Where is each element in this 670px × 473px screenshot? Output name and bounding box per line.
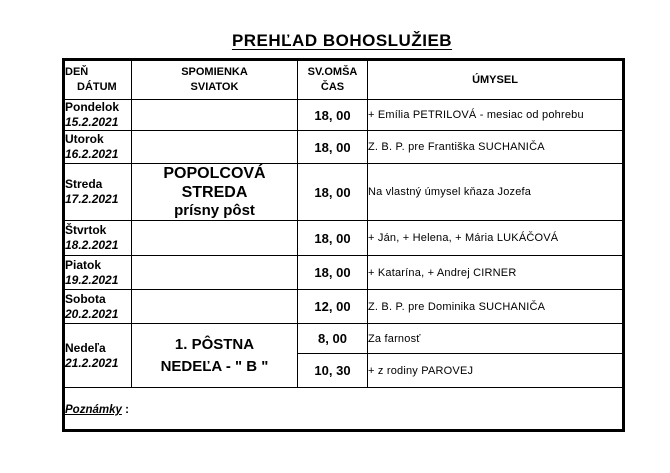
header-intention-label: ÚMYSEL bbox=[472, 73, 518, 86]
time-cell: 8, 00 bbox=[298, 324, 368, 354]
feast-cell bbox=[132, 324, 298, 388]
header-feast-line1: SPOMIENKA bbox=[181, 66, 248, 79]
intention-cell: + Emília PETRILOVÁ - mesiac od pohrebu bbox=[368, 100, 624, 131]
feast-cell bbox=[132, 290, 298, 324]
table-row bbox=[64, 221, 624, 256]
intention-cell: Za farnosť bbox=[368, 324, 624, 354]
notes-row bbox=[64, 388, 624, 431]
day-date: 18.2.2021 bbox=[65, 238, 119, 253]
time-cell: 12, 00 bbox=[298, 290, 368, 324]
day-cell bbox=[64, 324, 132, 388]
time-cell: 18, 00 bbox=[298, 164, 368, 221]
header-day-date bbox=[64, 60, 132, 100]
time-cell: 10, 30 bbox=[298, 354, 368, 388]
title-wrap bbox=[62, 31, 622, 51]
day-name: Pondelok bbox=[65, 100, 120, 114]
feast-name-line2: NEDEĽA - " B " bbox=[160, 357, 269, 375]
day-name: Nedeľa bbox=[65, 340, 106, 355]
header-intention bbox=[368, 60, 624, 100]
notes-colon: : bbox=[121, 403, 129, 416]
feast-cell bbox=[132, 131, 298, 164]
header-feast bbox=[132, 60, 298, 100]
feast-cell bbox=[132, 256, 298, 290]
day-name: Utorok bbox=[65, 132, 104, 146]
intention-cell: + Ján, + Helena, + Mária LUKÁČOVÁ bbox=[368, 221, 624, 256]
day-cell bbox=[64, 164, 132, 221]
feast-cell bbox=[132, 164, 298, 221]
header-date-label: DÁTUM bbox=[77, 81, 117, 93]
intention-cell: Na vlastný úmysel kňaza Jozefa bbox=[368, 164, 624, 221]
feast-cell bbox=[132, 221, 298, 256]
intention-cell: + z rodiny PAROVEJ bbox=[368, 354, 624, 388]
table-row bbox=[64, 164, 624, 221]
day-cell bbox=[64, 221, 132, 256]
day-date: 16.2.2021 bbox=[65, 147, 119, 161]
day-name: Piatok bbox=[65, 257, 102, 272]
schedule-table bbox=[62, 58, 625, 432]
header-day-label: DEŇ bbox=[65, 66, 89, 79]
day-cell bbox=[64, 256, 132, 290]
table-row bbox=[64, 324, 624, 354]
time-cell: 18, 00 bbox=[298, 131, 368, 164]
header-mass-line1: SV.OMŠA bbox=[307, 66, 358, 79]
day-date: 17.2.2021 bbox=[65, 192, 119, 207]
header-mass-line2: ČAS bbox=[320, 81, 345, 93]
intention-cell: Z. B. P. pre Dominika SUCHANIČA bbox=[368, 290, 624, 324]
notes-cell bbox=[64, 388, 624, 431]
day-date: 19.2.2021 bbox=[65, 272, 119, 287]
day-date: 15.2.2021 bbox=[65, 115, 119, 129]
table-row bbox=[64, 131, 624, 164]
table-row bbox=[64, 290, 624, 324]
day-date: 21.2.2021 bbox=[65, 355, 119, 370]
intention-cell: + Katarína, + Andrej CIRNER bbox=[368, 256, 624, 290]
header-feast-line2: SVIATOK bbox=[190, 81, 239, 93]
feast-cell bbox=[132, 100, 298, 131]
feast-note: prísny pôst bbox=[174, 202, 255, 220]
day-date: 20.2.2021 bbox=[65, 306, 119, 321]
day-cell bbox=[64, 100, 132, 131]
day-cell bbox=[64, 131, 132, 164]
table-row bbox=[64, 256, 624, 290]
feast-name-line1: 1. PÔSTNA bbox=[174, 336, 255, 354]
header-mass-time bbox=[298, 60, 368, 100]
day-name: Štvrtok bbox=[65, 223, 107, 238]
feast-name: POPOLCOVÁ STREDA bbox=[163, 165, 266, 202]
day-name: Sobota bbox=[65, 291, 106, 306]
table-row bbox=[64, 100, 624, 131]
day-cell bbox=[64, 290, 132, 324]
page-title: PREHĽAD BOHOSLUŽIEB bbox=[231, 31, 453, 50]
notes-label: Poznámky bbox=[65, 403, 122, 416]
intention-cell: Z. B. P. pre Františka SUCHANIČA bbox=[368, 131, 624, 164]
time-cell: 18, 00 bbox=[298, 256, 368, 290]
time-cell: 18, 00 bbox=[298, 221, 368, 256]
day-name: Streda bbox=[65, 177, 103, 192]
header-row bbox=[64, 60, 624, 100]
time-cell: 18, 00 bbox=[298, 100, 368, 131]
